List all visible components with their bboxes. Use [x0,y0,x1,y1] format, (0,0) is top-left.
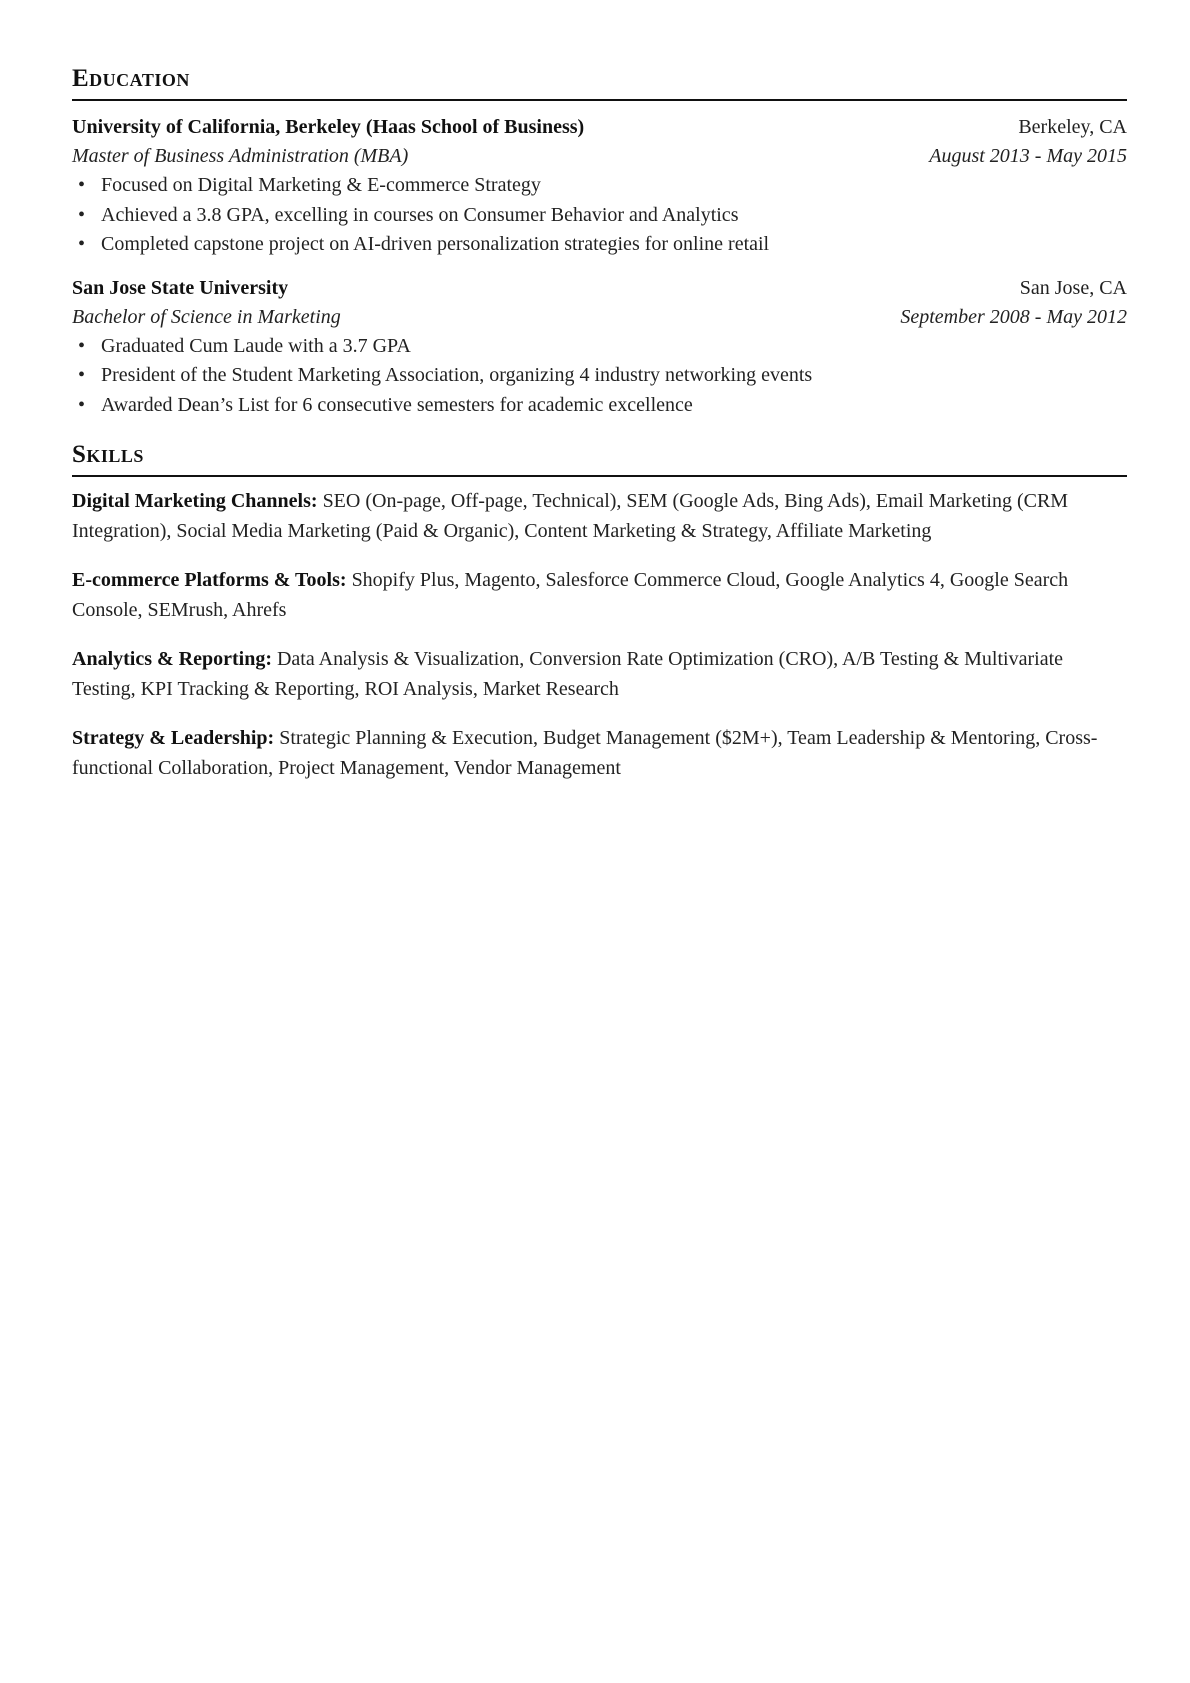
skill-group-text: Shopify Plus, Magento, Salesforce Commerce Cloud, Google Analytics 4, Google Search Console, SEMrush, Ahrefs [72,569,1069,621]
list-item [72,361,1127,391]
skill-group [72,645,1127,704]
list-item [72,391,1127,421]
list-item-text: Focused on Digital Marketing & E-commerce Strategy [101,174,541,196]
education-divider [72,99,1127,101]
skill-group-label: Analytics & Reporting: [72,648,272,670]
degree-title: Master of Business Administration (MBA) [72,145,409,167]
list-item-text: Completed capstone project on AI-driven personalization strategies for online retail [101,233,770,255]
skill-group-label: Digital Marketing Channels: [72,490,318,512]
education-entry [72,274,1127,421]
achievement-list [72,171,1127,260]
skills-section [72,440,1127,783]
bullet-icon: • [78,203,86,226]
education-entry [72,113,1127,260]
degree-dates: August 2013 - May 2015 [929,145,1127,167]
list-item-text: Awarded Dean’s List for 6 consecutive semesters for academic excellence [101,393,693,416]
skill-group-label: Strategy & Leadership: [72,727,275,749]
skills-heading: Skills [72,441,144,468]
degree-title: Bachelor of Science in Marketing [72,305,341,328]
list-item [72,201,1127,231]
skill-group-text: Strategic Planning & Execution, Budget Management ($2M+), Team Leadership & Mentoring, Cross-functional Collaboration, Project Management, Vendor Management [72,727,1098,779]
list-item-text: Graduated Cum Laude with a 3.7 GPA [101,334,411,357]
bullet-icon: • [78,393,86,416]
resume-page [72,64,1127,803]
skills-divider [72,475,1127,477]
list-item [72,230,1127,260]
school-name: San Jose State University [72,276,289,299]
education-section [72,64,1127,420]
achievement-list [72,332,1127,421]
school-location: Berkeley, CA [1018,116,1127,138]
skill-group-text: Data Analysis & Visualization, Conversion Rate Optimization (CRO), A/B Testing & Multivariate Testing, KPI Tracking & Reporting, ROI Analysis, Market Research [72,648,1063,700]
skill-group [72,487,1127,546]
school-location: San Jose, CA [1019,276,1127,299]
skill-group-label: E-commerce Platforms & Tools: [72,569,347,591]
degree-dates: September 2008 - May 2012 [900,305,1127,328]
bullet-icon: • [78,334,86,357]
skill-group-text: SEO (On-page, Off-page, Technical), SEM (Google Ads, Bing Ads), Email Marketing (CRM Integration), Social Media Marketing (Paid & Organic), Content Marketing & Strategy, Affiliate Marketing [72,490,1069,542]
bullet-icon: • [78,174,86,196]
list-item-text: President of the Student Marketing Association, organizing 4 industry networking events [101,364,813,386]
education-heading: Education [72,65,190,92]
list-item [72,171,1127,201]
list-item-text: Achieved a 3.8 GPA, excelling in courses on Consumer Behavior and Analytics [101,203,739,226]
skill-group [72,724,1127,783]
bullet-icon: • [78,233,86,255]
school-name: University of California, Berkeley (Haas School of Business) [72,116,585,138]
list-item [72,332,1127,362]
bullet-icon: • [78,364,86,386]
skill-group [72,566,1127,625]
